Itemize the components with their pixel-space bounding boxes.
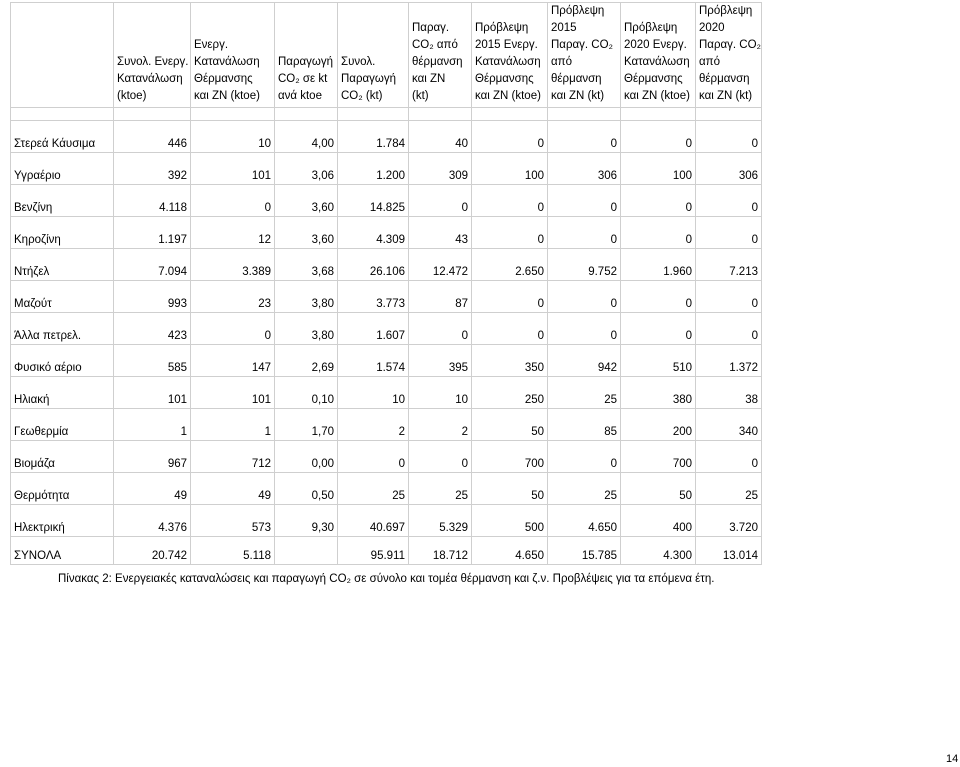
table-row — [11, 441, 762, 473]
table-cell: 0 — [696, 185, 762, 217]
table-caption: Πίνακας 2: Ενεργειακές καταναλώσεις και παραγωγή CO₂ σε σύνολο και τομέα θέρμανση και ζ.ν. Προβλέψεις για τα επόμενα έτη. — [58, 573, 715, 585]
table-cell: 49 — [191, 473, 275, 505]
table-cell: 4.650 — [548, 505, 621, 537]
table-body — [11, 108, 762, 565]
table-cell: 2.650 — [472, 249, 548, 281]
table-row — [11, 345, 762, 377]
table-cell: 0 — [472, 185, 548, 217]
table-cell: 10 — [191, 121, 275, 153]
table-cell: 250 — [472, 377, 548, 409]
table-cell: 25 — [338, 473, 409, 505]
row-label: Κηροζίνη — [11, 217, 114, 249]
table-cell: 12 — [191, 217, 275, 249]
table-row — [11, 409, 762, 441]
table-cell: 1.607 — [338, 313, 409, 345]
table-cell: 585 — [114, 345, 191, 377]
column-header-line: Παραγ. — [412, 22, 450, 34]
table-cell: 0 — [409, 441, 472, 473]
column-header — [548, 3, 621, 108]
spacer-cell — [409, 108, 472, 121]
table-cell: 3,60 — [275, 185, 338, 217]
table-cell: 0 — [696, 281, 762, 313]
table-cell: 0 — [409, 313, 472, 345]
table-cell: 0 — [472, 281, 548, 313]
column-header-line: Κατανάλωση — [624, 56, 690, 68]
spacer-cell — [275, 108, 338, 121]
table-cell: 9,30 — [275, 505, 338, 537]
column-header-line: Παραγωγή — [341, 73, 397, 85]
column-header-line: Θέρμανσης — [475, 73, 534, 85]
column-header-line: Πρόβλεψη — [475, 22, 529, 34]
column-header-line: Κατανάλωση — [194, 56, 260, 68]
table-cell: 49 — [114, 473, 191, 505]
column-header-line: και ΖΝ (ktoe) — [475, 90, 541, 102]
table-cell: 12.472 — [409, 249, 472, 281]
column-header — [409, 3, 472, 108]
table-cell — [275, 537, 338, 565]
table-cell: 9.752 — [548, 249, 621, 281]
table-row — [11, 313, 762, 345]
table-cell: 25 — [409, 473, 472, 505]
spacer-cell — [338, 108, 409, 121]
page-number: 14 — [946, 753, 959, 765]
table-cell: 95.911 — [338, 537, 409, 565]
table-cell: 1.784 — [338, 121, 409, 153]
column-header-line: Πρόβλεψη — [551, 5, 605, 17]
row-label: Φυσικό αέριο — [11, 345, 114, 377]
table-cell: 2,69 — [275, 345, 338, 377]
table-cell: 85 — [548, 409, 621, 441]
table-cell: 4.118 — [114, 185, 191, 217]
row-label: ΣΥΝΟΛΑ — [11, 537, 114, 565]
spacer-cell — [621, 108, 696, 121]
column-header-line: CO₂ (kt) — [341, 90, 383, 102]
table-cell: 4.650 — [472, 537, 548, 565]
table-cell: 25 — [548, 473, 621, 505]
table-cell: 0 — [548, 121, 621, 153]
table-cell: 3,06 — [275, 153, 338, 185]
row-label: Άλλα πετρελ. — [11, 313, 114, 345]
table-cell: 400 — [621, 505, 696, 537]
table-cell: 0 — [548, 185, 621, 217]
table-cell: 26.106 — [338, 249, 409, 281]
table-cell: 0 — [621, 185, 696, 217]
column-header — [11, 3, 114, 108]
row-label: Ντήζελ — [11, 249, 114, 281]
spacer-cell — [114, 108, 191, 121]
column-header-line: και ΖΝ — [412, 73, 446, 85]
table-cell: 0 — [696, 121, 762, 153]
table-cell: 0 — [696, 441, 762, 473]
table-cell: 50 — [621, 473, 696, 505]
table-cell: 18.712 — [409, 537, 472, 565]
table-cell: 309 — [409, 153, 472, 185]
column-header — [191, 3, 275, 108]
table-cell: 87 — [409, 281, 472, 313]
total-row — [11, 537, 762, 565]
table-cell: 38 — [696, 377, 762, 409]
table-cell: 0 — [621, 217, 696, 249]
column-header-line: Κατανάλωση — [475, 56, 541, 68]
table-row — [11, 473, 762, 505]
table-cell: 100 — [472, 153, 548, 185]
spacer-cell — [472, 108, 548, 121]
column-header-line: Συνολ. — [341, 56, 376, 68]
table-cell: 0 — [191, 313, 275, 345]
table-row — [11, 185, 762, 217]
table-cell: 306 — [696, 153, 762, 185]
column-header-line: ανά ktoe — [278, 90, 322, 102]
column-header-line: και ΖΝ (ktoe) — [194, 90, 260, 102]
table-cell: 1 — [191, 409, 275, 441]
table-cell: 2 — [409, 409, 472, 441]
column-header — [621, 3, 696, 108]
column-header-line: Θέρμανσης — [194, 73, 253, 85]
table-cell: 395 — [409, 345, 472, 377]
column-header — [472, 3, 548, 108]
column-header-line: CO₂ σε kt — [278, 73, 328, 85]
table-row — [11, 505, 762, 537]
table-cell: 23 — [191, 281, 275, 313]
column-header — [275, 3, 338, 108]
table-cell: 200 — [621, 409, 696, 441]
table-cell: 1.197 — [114, 217, 191, 249]
table-cell: 340 — [696, 409, 762, 441]
table-cell: 380 — [621, 377, 696, 409]
table-cell: 20.742 — [114, 537, 191, 565]
table-cell: 0 — [472, 217, 548, 249]
table-cell: 0 — [696, 217, 762, 249]
table-cell: 712 — [191, 441, 275, 473]
spacer-cell — [11, 108, 114, 121]
table-cell: 0,10 — [275, 377, 338, 409]
table-cell: 0 — [472, 121, 548, 153]
spacer-row — [11, 108, 762, 121]
column-header-line: Πρόβλεψη — [624, 22, 678, 34]
table-cell: 3,60 — [275, 217, 338, 249]
table-cell: 700 — [621, 441, 696, 473]
table-row — [11, 217, 762, 249]
column-header-line: και ΖΝ (kt) — [699, 90, 753, 102]
column-header-line: Συνολ. Ενεργ. — [117, 56, 189, 68]
table-row — [11, 121, 762, 153]
row-label: Στερεά Κάυσιμα — [11, 121, 114, 153]
table-cell: 4.309 — [338, 217, 409, 249]
table-cell: 0 — [696, 313, 762, 345]
table-cell: 4,00 — [275, 121, 338, 153]
table-cell: 14.825 — [338, 185, 409, 217]
energy-co2-table — [10, 2, 762, 565]
table-cell: 423 — [114, 313, 191, 345]
table-cell: 392 — [114, 153, 191, 185]
table-cell: 1.372 — [696, 345, 762, 377]
table-cell: 5.118 — [191, 537, 275, 565]
column-header-line: (ktoe) — [117, 90, 147, 102]
table-header-row — [11, 3, 762, 108]
column-header-line: Παραγ. CO₂ — [551, 39, 613, 51]
column-header-line: από — [551, 56, 572, 68]
table-cell: 50 — [472, 409, 548, 441]
row-label: Βενζίνη — [11, 185, 114, 217]
row-label: Μαζούτ — [11, 281, 114, 313]
table-row — [11, 249, 762, 281]
table-cell: 1.574 — [338, 345, 409, 377]
table-cell: 7.213 — [696, 249, 762, 281]
spacer-cell — [191, 108, 275, 121]
table-cell: 25 — [696, 473, 762, 505]
row-label: Γεωθερμία — [11, 409, 114, 441]
table-row — [11, 377, 762, 409]
table-cell: 446 — [114, 121, 191, 153]
row-label: Υγραέριο — [11, 153, 114, 185]
table-row — [11, 281, 762, 313]
table-cell: 13.014 — [696, 537, 762, 565]
table-cell: 43 — [409, 217, 472, 249]
table-cell: 10 — [338, 377, 409, 409]
table-cell: 0 — [548, 281, 621, 313]
table-cell: 0 — [548, 217, 621, 249]
table-cell: 0 — [548, 313, 621, 345]
table-cell: 100 — [621, 153, 696, 185]
column-header-line: θέρμανση — [699, 73, 750, 85]
table-cell: 1.960 — [621, 249, 696, 281]
table-cell: 50 — [472, 473, 548, 505]
table-cell: 0 — [191, 185, 275, 217]
table-cell: 3.720 — [696, 505, 762, 537]
spacer-cell — [696, 108, 762, 121]
column-header-line: θέρμανση — [412, 56, 463, 68]
column-header-line: και ΖΝ (ktoe) — [624, 90, 690, 102]
table-cell: 993 — [114, 281, 191, 313]
table-cell: 573 — [191, 505, 275, 537]
table-cell: 0 — [548, 441, 621, 473]
table-cell: 1 — [114, 409, 191, 441]
table-cell: 0 — [338, 441, 409, 473]
table-cell: 967 — [114, 441, 191, 473]
table-cell: 1.200 — [338, 153, 409, 185]
table-cell: 942 — [548, 345, 621, 377]
column-header-line: Κατανάλωση — [117, 73, 183, 85]
table-cell: 3,80 — [275, 281, 338, 313]
column-header-line: CO₂ από — [412, 39, 458, 51]
row-label: Θερμότητα — [11, 473, 114, 505]
table-cell: 40.697 — [338, 505, 409, 537]
table-cell: 0,50 — [275, 473, 338, 505]
column-header-line: Θέρμανσης — [624, 73, 683, 85]
spacer-cell — [548, 108, 621, 121]
column-header-line: Παραγ. CO₂ — [699, 39, 761, 51]
row-label: Ηλιακή — [11, 377, 114, 409]
table-cell: 40 — [409, 121, 472, 153]
table-cell: 5.329 — [409, 505, 472, 537]
table-cell: 0 — [621, 313, 696, 345]
table-cell: 0 — [472, 313, 548, 345]
table-cell: 10 — [409, 377, 472, 409]
column-header-line: από — [699, 56, 720, 68]
column-header — [696, 3, 762, 108]
table-cell: 0,00 — [275, 441, 338, 473]
table-cell: 25 — [548, 377, 621, 409]
table-cell: 500 — [472, 505, 548, 537]
table-cell: 2 — [338, 409, 409, 441]
column-header-line: θέρμανση — [551, 73, 602, 85]
table-cell: 0 — [409, 185, 472, 217]
table-cell: 0 — [621, 281, 696, 313]
table-cell: 101 — [191, 377, 275, 409]
table-cell: 3.773 — [338, 281, 409, 313]
table-cell: 700 — [472, 441, 548, 473]
row-label: Ηλεκτρική — [11, 505, 114, 537]
table-cell: 3,80 — [275, 313, 338, 345]
table-cell: 15.785 — [548, 537, 621, 565]
column-header — [114, 3, 191, 108]
column-header-line: 2020 Ενεργ. — [624, 39, 687, 51]
table-cell: 101 — [191, 153, 275, 185]
column-header — [338, 3, 409, 108]
column-header-line: Ενεργ. — [194, 39, 229, 51]
column-header-line: 2020 — [699, 22, 725, 34]
table-cell: 4.300 — [621, 537, 696, 565]
column-header-line: (kt) — [412, 90, 429, 102]
table-cell: 101 — [114, 377, 191, 409]
column-header-line: 2015 — [551, 22, 577, 34]
table-cell: 7.094 — [114, 249, 191, 281]
table-cell: 510 — [621, 345, 696, 377]
table-cell: 4.376 — [114, 505, 191, 537]
table-cell: 350 — [472, 345, 548, 377]
column-header-line: 2015 Ενεργ. — [475, 39, 538, 51]
table-cell: 3.389 — [191, 249, 275, 281]
column-header-line: και ΖΝ (kt) — [551, 90, 605, 102]
table-cell: 0 — [621, 121, 696, 153]
column-header-line: Παραγωγή — [278, 56, 334, 68]
table-cell: 147 — [191, 345, 275, 377]
column-header-line: Πρόβλεψη — [699, 5, 753, 17]
table-cell: 306 — [548, 153, 621, 185]
row-label: Βιομάζα — [11, 441, 114, 473]
table-cell: 1,70 — [275, 409, 338, 441]
table-row — [11, 153, 762, 185]
table-cell: 3,68 — [275, 249, 338, 281]
